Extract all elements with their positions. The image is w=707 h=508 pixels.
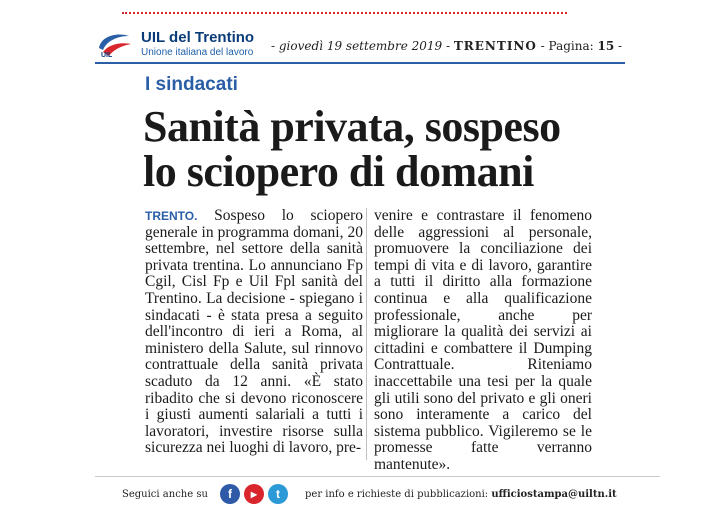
org-name: UIL del Trentino (141, 29, 255, 46)
twitter-icon[interactable]: t (268, 484, 288, 504)
headline-line-1: Sanità privata, sospeso (143, 102, 561, 151)
headline-line-2: lo sciopero di domani (143, 147, 534, 196)
header-rule (95, 62, 625, 64)
dateline: TRENTO. (145, 209, 198, 223)
article-headline (143, 104, 603, 194)
svg-text:UIL: UIL (101, 52, 113, 58)
column-2-text: venire e contrastare il fenomeno delle aggressioni al personale, promuovere la conciliazione dei tempi di vita e di lavoro, garantire a tutti il diritto alla formazione continua e alla qualificazione professionale, anche per migliorare la qualità dei servizi ai cittadini e combattere il Dumping Contrattuale. Riteniamo inaccettabile una tesi per la quale gli utili sono del privato e gli oneri sono interamente a carico del sistema pubblico. Vigileremo se le promesse fatte verranno mantenute». (374, 207, 592, 473)
contact-email[interactable]: ufficiostampa@uiltn.it (491, 489, 617, 500)
contact-info (305, 489, 617, 500)
publication-meta: - giovedì 19 settembre 2019 - TRENTINO - Pagina: 15 - (271, 39, 623, 53)
org-subtitle: Unione italiana del lavoro (141, 47, 254, 58)
article-column-2 (374, 208, 592, 474)
top-dotted-rule (122, 12, 567, 14)
page-number: 15 (597, 39, 615, 53)
newspaper-name: TRENTINO (453, 39, 537, 53)
follow-label: Seguici anche su (122, 489, 208, 500)
youtube-icon[interactable]: ▶ (244, 484, 264, 504)
clipping-header (95, 28, 625, 62)
footer-rule (95, 476, 660, 477)
article-column-1 (145, 208, 363, 457)
page-label: Pagina: (548, 39, 594, 53)
column-1-text: Sospeso lo sciopero generale in programma domani, 20 settembre, nel settore della sanità privata trentina. Lo annunciano Fp Cgil, Cisl Fp e Uil Fpl sanità del Trentino. La decisione - spiegano i sindacati - è stata presa a seguito dell'incontro di ieri a Roma, al ministero della Salute, sul rinnovo contrattuale della sanità privata scaduto da 12 anni. «È stato ribadito che si devono riconoscere i giusti aumenti salariali a tutti i lavoratori, investire risorse sulla sicurezza nei luoghi di lavoro, pre- (145, 207, 363, 457)
section-label: I sindacati (145, 74, 238, 95)
facebook-icon[interactable]: f (220, 484, 240, 504)
publication-date: giovedì 19 settembre 2019 (278, 39, 443, 53)
column-divider (366, 208, 367, 460)
uil-logo (95, 30, 135, 58)
contact-label: per info e richieste di pubblicazioni: (305, 489, 489, 500)
